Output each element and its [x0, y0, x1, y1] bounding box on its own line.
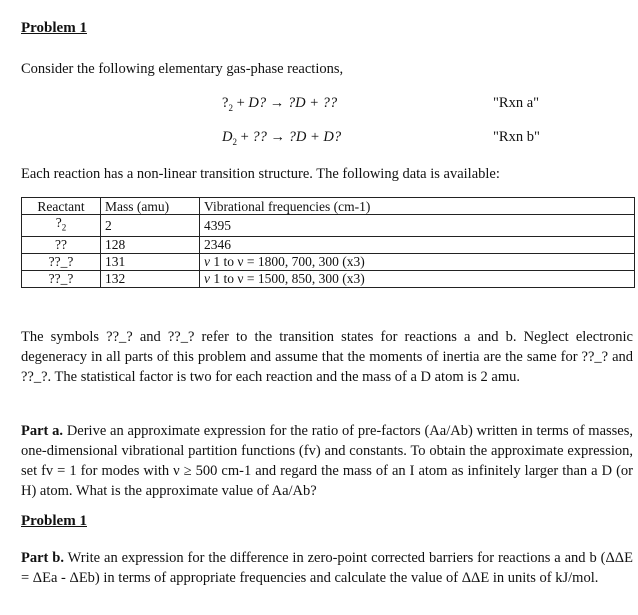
table-row [22, 253, 635, 270]
part-b-paragraph [21, 548, 633, 588]
cell-frequencies: ν 1 to ν = 1500, 850, 300 (x3) [200, 270, 635, 287]
reaction-b: $D_2$ + ?? → ?D + D? [222, 129, 342, 147]
data-intro-text: Each reaction has a non-linear transition structure. The following data is available: [21, 166, 500, 182]
cell-reactant: $?_2$ [22, 215, 101, 237]
cell-reactant: ??_? [22, 253, 101, 270]
part-b-text: Write an expression for the difference in zero-point corrected barriers for reactions a and b (ΔΔE = ΔEa - ΔEb) in terms of appropriate frequencies and calculate the value of ΔΔE in units of kJ/mol. [21, 550, 633, 586]
cell-reactant: ?? [22, 236, 101, 253]
part-a-paragraph [21, 421, 633, 501]
part-a-text: Derive an approximate expression for the ratio of pre-factors (Aa/Ab) written in terms of masses, one-dimensional vibrational partition functions (fv) and constants. To obtain the approximate expression, set fv = 1 for modes with ν ≥ 500 cm-1 and regard the mass of an I atom as infinitely larger than a D (or H) atom. What is the approximate value of Aa/Ab? [21, 423, 634, 499]
header-frequencies: Vibrational frequencies (cm-1) [200, 198, 635, 215]
cell-mass: 128 [101, 236, 200, 253]
reaction-a: $?_2 + D$? → ?D + ?? [222, 95, 338, 113]
cell-mass: 131 [101, 253, 200, 270]
cell-frequencies: ν 1 to ν = 1800, 700, 300 (x3) [200, 253, 635, 270]
header-mass: Mass (amu) [101, 198, 200, 215]
table-row [22, 270, 635, 287]
table-header-row [22, 198, 635, 215]
part-a-label: Part a. [21, 423, 64, 439]
intro-text: Consider the following elementary gas-phase reactions, [21, 61, 344, 77]
cell-frequencies: 2346 [200, 236, 635, 253]
table-row [22, 236, 635, 253]
data-table [21, 197, 635, 288]
reaction-a-label: "Rxn a" [493, 95, 540, 111]
reaction-b-label: "Rxn b" [493, 129, 540, 145]
table-row [22, 215, 635, 237]
header-reactant: Reactant [22, 198, 101, 215]
symbols-paragraph: The symbols ??_? and ??_? refer to the transition states for reactions a and b. Neglect electronic degeneracy in all parts of this problem and assume that the moments of inertia are the same for ??_? and ??_?. The statistical factor is two for each reaction and the mass of a D atom is 2 amu. [21, 329, 633, 385]
cell-frequencies: 4395 [200, 215, 635, 237]
cell-reactant: ??_? [22, 270, 101, 287]
problem-heading-repeat: Problem 1 [21, 513, 87, 529]
cell-mass: 2 [101, 215, 200, 237]
cell-mass: 132 [101, 270, 200, 287]
part-b-label: Part b. [21, 550, 64, 566]
problem-heading: Problem 1 [21, 20, 87, 36]
